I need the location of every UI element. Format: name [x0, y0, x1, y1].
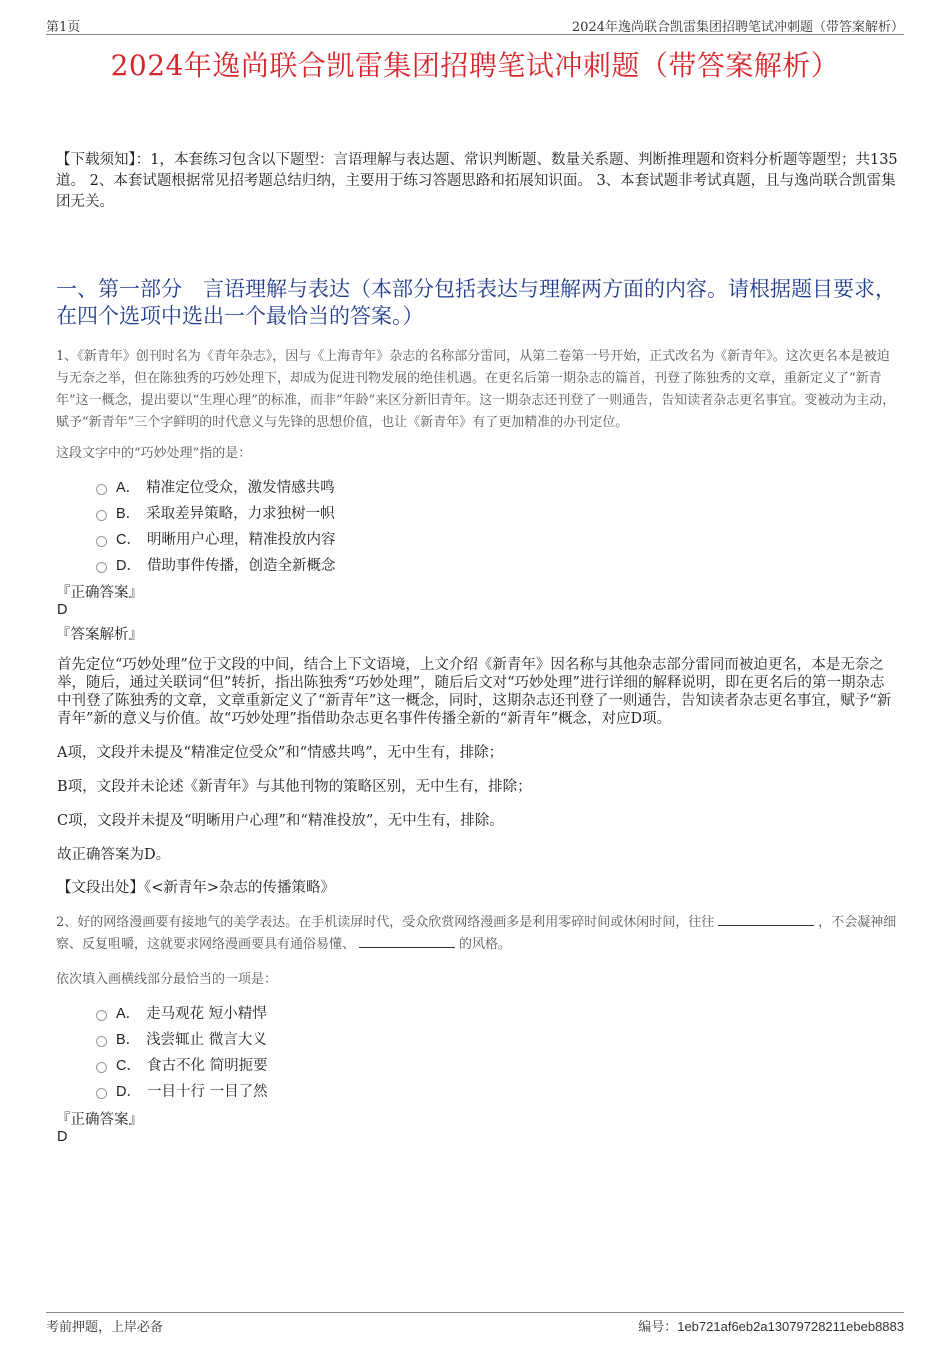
analysis-label: 『答案解析』: [56, 627, 143, 643]
question-1-prompt: 这段文字中的“巧妙处理”指的是：: [56, 446, 252, 461]
option-a[interactable]: A． 走马观花 短小精悍: [96, 999, 268, 1025]
footer-slogan: 考前押题，上岸必备: [46, 1320, 164, 1335]
fill-blank-1: [718, 913, 814, 926]
answer-value: D: [57, 1129, 68, 1145]
analysis-option-b: B项，文段并未论述《新青年》与其他刊物的策略区别，无中生有，排除；: [57, 779, 532, 795]
analysis-paragraph: 首先定位“巧妙处理”位于文段的中间，结合上下文语境，上文介绍《新青年》因名称与其他杂志部分雷同而被迫更名，本是无奈之举，随后，通过关联词“但”转折，指出陈独秀“巧妙处理”，随后后文对“巧妙处理”进行详细的解释说明，即在更名后的第一期杂志中刊登了陈独秀的文章，文章重新定义了“新青年”这一概念，同时，这期杂志还刊登了一则通告，告知读者杂志更名事宜，赋予“新青年”新的意义与价值。故“巧妙处理”指借助杂志更名事件传播全新的“新青年”概念，对应D项。: [57, 657, 892, 727]
question-1-options: [96, 473, 335, 577]
option-d[interactable]: D． 借助事件传播，创造全新概念: [96, 551, 335, 577]
answer-label: 『正确答案』: [56, 1112, 143, 1128]
radio-icon[interactable]: [96, 1036, 107, 1047]
radio-icon[interactable]: [96, 484, 107, 495]
analysis-conclusion: 故正确答案为D。: [57, 847, 171, 863]
radio-icon[interactable]: [96, 1010, 107, 1021]
option-b[interactable]: B． 浅尝辄止 微言大义: [96, 1025, 268, 1051]
document-title: 2024年逸尚联合凯雷集团招聘笔试冲刺题（带答案解析）: [110, 49, 840, 82]
option-c[interactable]: C． 食古不化 简明扼要: [96, 1051, 268, 1077]
fill-blank-2: [359, 935, 455, 948]
download-notice: 【下载须知】：1，本套练习包含以下题型：言语理解与表达题、常识判断题、数量关系题、判断推理题和资料分析题等题型；共135道。 2、本套试题根据常见招考题总结归纳，主要用于练习答题思路和拓展知识面。 3、本套试题非考试真题，且与逸尚联合凯雷集团无关。: [56, 152, 898, 210]
option-d[interactable]: D． 一目十行 一目了然: [96, 1077, 268, 1103]
page-number: 第1页: [46, 20, 81, 35]
question-1-text: 1、《新青年》创刊时名为《青年杂志》，因与《上海青年》杂志的名称部分雷同，从第二卷第一号开始，正式改名为《新青年》。这次更名本是被迫与无奈之举，但在陈独秀的巧妙处理下，却成为促进刊物发展的绝佳机遇。在更名后第一期杂志的篇首，刊登了陈独秀的文章，重新定义了“新青年”这一概念，提出要以“生理心理”的标准，而非“年龄”来区分新旧青年。这一期杂志还刊登了一则通告，告知读者杂志更名事宜。变被动为主动，赋予“新青年”三个字鲜明的时代意义与先锋的思想价值，也让《新青年》有了更加精准的办刊定位。: [56, 349, 896, 430]
section-title: 一、第一部分 言语理解与表达（本部分包括表达与理解两方面的内容。请根据题目要求，在四个选项中选出一个最恰当的答案。）: [56, 277, 896, 328]
header-doc-name: 2024年逸尚联合凯雷集团招聘笔试冲刺题（带答案解析）: [571, 20, 904, 35]
radio-icon[interactable]: [96, 1062, 107, 1073]
answer-value: D: [57, 602, 68, 618]
option-a[interactable]: A． 精准定位受众，激发情感共鸣: [96, 473, 335, 499]
radio-icon[interactable]: [96, 510, 107, 521]
option-c[interactable]: C． 明晰用户心理，精准投放内容: [96, 525, 335, 551]
page-header: [46, 14, 904, 35]
page-footer: [46, 1312, 904, 1333]
option-b[interactable]: B． 采取差异策略，力求独树一帜: [96, 499, 335, 525]
answer-label: 『正确答案』: [56, 585, 143, 601]
radio-icon[interactable]: [96, 1088, 107, 1099]
radio-icon[interactable]: [96, 562, 107, 573]
question-2-prompt: 依次填入画横线部分最恰当的一项是：: [56, 972, 278, 987]
radio-icon[interactable]: [96, 536, 107, 547]
analysis-option-c: C项，文段并未提及“明晰用户心理”和“精准投放”，无中生有，排除。: [57, 813, 504, 829]
analysis-option-a: A项，文段并未提及“精准定位受众”和“情感共鸣”，无中生有，排除；: [57, 745, 504, 761]
source-citation: 【文段出处】《<新青年>杂志的传播策略》: [57, 880, 336, 896]
question-2-options: [96, 999, 268, 1103]
footer-code: 编号：1eb721af6eb2a13079728211ebeb8883: [638, 1319, 904, 1335]
question-2-text: 2、好的网络漫画要有接地气的美学表达。在手机读屏时代，受众欣赏网络漫画多是利用零碎时间或休闲时间，往往 ，不会凝神细察、反复咀嚼，这就要求网络漫画要具有通俗易懂、 的风格。: [56, 915, 897, 952]
